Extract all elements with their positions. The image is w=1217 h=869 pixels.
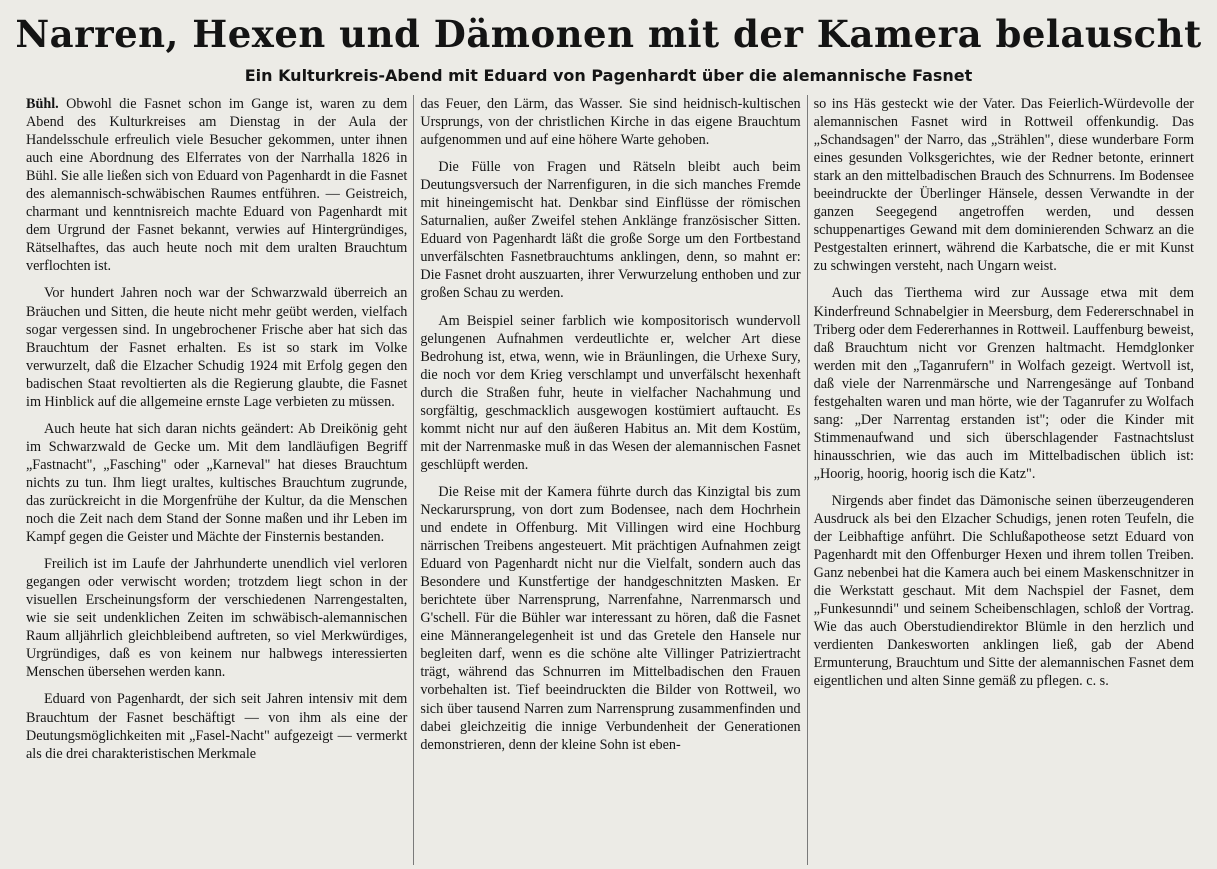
paragraph: Die Fülle von Fragen und Rätseln bleibt auch beim Deutungsversuch der Narrenfiguren, in die sich manches Fremde mit hineingemischt hat. Denkbar sind Einflüsse der römischen Saturnalien, außer Zweifel stehen Anklänge französischer Sitten. Eduard von Pagenhardt läßt die große Sorge um den Fortbestand unverfälschten Fasnetbrauchtums anklingen, denn, so mahnt er: Die Fasnet droht auszuarten, ihrer Verwurzelung enthoben und zur großen Schau zu werden. bbox=[420, 159, 801, 302]
paragraph: Auch heute hat sich daran nichts geändert: Ab Dreikönig geht im Schwarzwald de Gecke um. Mit dem landläufigen Begriff „Fastnacht", „Fasching" oder „Karneval" hat dieses Brauchtum nichts zu tun. Ihm liegt uraltes, kultisches Brauchtum zugrunde, das zurückreicht in die Morgenfrühe der Kultur, da die Menschen noch die Zeit nach dem Stand der Sonne maßen und ihr Leben im Kampf gegen die Geister und Mächte der Finsternis bestanden. bbox=[26, 420, 408, 546]
paragraph: Die Reise mit der Kamera führte durch das Kinzigtal bis zum Neckarursprung, von dort zum Bodensee, nach dem Hochrhein und endete in Offenburg. Mit Villingen wird eine Hochburg närrischen Treibens angesteuert. Mit prächtigen Aufnahmen zeigt Eduard von Pagenhardt nicht nur die Vielfalt, sondern auch das Besondere und Kunstfertige der handgeschnitzten Masken. Er berichtete über Narrensprung, Narrenfahne, Narrenmarsch und G'schell. Für die Bühler war interessant zu hören, daß die Fasnet eine Männerangelegenheit ist und das Gretele den Hansele nur begleiten darf, wenn es die schöne alte Villinger Patriziertracht trägt, während das Schnurren im Mittelbadischen den Frauen vorbehalten ist. Tief beeindruckten die Bilder von Rottweil, wo sich über tausend Narren zum Narrensprung zusammenfinden und dabei gleichzeitig die innige Verbundenheit der Generationen demonstrieren, denn der kleine Sohn ist eben- bbox=[420, 483, 801, 753]
paragraph: Auch das Tierthema wird zur Aussage etwa mit dem Kinderfreund Schnabelgier in Meersburg, dem Federerschnabel in Triberg oder dem Federerhannes in Rottweil. Lauffenburg beweist, daß Brauchtum nicht vor Grenzen haltmacht. Hemdglonker werden mit den „Taganrufern" in Wolfach gezeigt. Wertvoll ist, daß viele der Narrenmärsche und Narrengesänge auf Tonband festgehalten waren und man hörte, wie der Taganrufer zu Wolfach sang: „Der Narrentag erstanden ist"; oder die Kinder mit Stimmenaufwand und sich überschlagender Fastnachtslust hinausschrien, wie das auch im Mittelbadischen üblich ist: „Hoorig, hoorig, hoorig isch die Katz". bbox=[813, 285, 1194, 482]
paragraph bbox=[26, 95, 407, 275]
column-1 bbox=[20, 95, 413, 865]
paragraph: Nirgends aber findet das Dämonische seinen überzeugenderen Ausdruck als bei den Elzacher Schudigs, jenen roten Teufeln, die der Leibhaftige anführt. Die Schlußapotheose setzt Eduard von Pagenhardt mit den Offenburger Hexen und ihrem tollen Treiben. Ganz nebenbei hat die Kamera auch bei einem Maskenschnitzer in die Werkstatt geschaut. Mit dem Nachspiel der Fasnet, dem „Funkesunndi" und seinem Scheibenschlagen, schloß der Vortrag. Wie das auch Oberstudiendirektor Blümle in den herzlich und verdienten Dankesworten anklingen ließ, gab der Abend Ermunterung, Brauchtum und Sitte der alemannischen Fasnet dem eigentlichen und alten Sinne gemäß zu pflegen. c. s. bbox=[813, 492, 1194, 690]
paragraph-text: Obwohl die Fasnet schon im Gange ist, waren zu dem Abend des Kulturkreises am Dienstag in der Aula der Handelsschule erfreulich viele Besucher gekommen, unter ihnen auch eine Abordnung des Elferrates von der Narrhalla 1826 in Bühl. Sie alle ließen sich von Eduard von Pagenhardt in die Fasnet des alemannisch-schwäbischen Raumes entführen. — Geistreich, charmant und kenntnisreich machte Eduard von Pagenhardt mit dem Urgrund der Fasnet bekannt, verwies auf Hintergründiges, Rätselhaftes, das auch heute noch mit dem uralten Brauchtum verflochten ist. bbox=[26, 96, 408, 275]
headline: Narren, Hexen und Dämonen mit der Kamera belauscht bbox=[15, 12, 1202, 56]
paragraph: das Feuer, den Lärm, das Wasser. Sie sind heidnisch-kultischen Ursprungs, von der christlichen Kirche in das eigene Brauchtum aufgenommen und auf eine höhere Warte gehoben. bbox=[420, 96, 801, 149]
article-columns bbox=[20, 95, 1200, 865]
paragraph: Freilich ist im Laufe der Jahrhunderte unendlich viel verloren gegangen oder verwischt worden; trotzdem liegt schon in der visuellen Erscheinungsform der verschiedenen Narrengestalten, wie sie seit undenklichen Zeiten im schwäbisch-alemannischen Raum alljährlich gleichbleibend auftreten, so viel Merkwürdiges, Urgründiges, daß es von keinem nur halbwegs interessierten Menschen übersehen werden kann. bbox=[26, 556, 408, 681]
paragraph: Eduard von Pagenhardt, der sich seit Jahren intensiv mit dem Brauchtum der Fasnet beschäftigt — von ihm als eine der Deutungsmöglichkeiten mit „Fasel-Nacht" aufgezeigt — vermerkt als die drei charakteristischen Merkmale bbox=[26, 691, 408, 762]
column-2 bbox=[413, 95, 806, 865]
paragraph: Vor hundert Jahren noch war der Schwarzwald überreich an Bräuchen und Sitten, die heute nicht mehr geübt werden, vielfach sogar vergessen sind. In ungebrochener Frische aber hat sich das Brauchtum der Fasnet erhalten. Es ist so stark im Volke verwurzelt, daß die Elzacher Schudig 1924 mit Erfolg gegen den badischen Staat revoltierten als die Regierung glaubte, die Fasnet im Hinblick auf die allgemeine ernste Lage verbieten zu müssen. bbox=[26, 285, 408, 410]
dateline: Bühl. bbox=[26, 96, 59, 112]
column-3 bbox=[807, 95, 1200, 865]
paragraph: Am Beispiel seiner farblich wie kompositorisch wundervoll gelungenen Aufnahmen verdeutlichte er, welcher Art diese Bedrohung ist, etwa, wenn, wie in Bräunlingen, die Urhexe Sury, die noch vor dem Krieg verschlampt und unverfälscht hexenhaft durch die Straßen fuhr, heute in vielfacher Nachahmung und sorgfältig, geschmacklich ausgewogen kostümiert auftaucht. Es kommt nicht nur auf den äußeren Habitus an. Mit dem Kostüm, mit der Narrenmaske muß in das Wesen der alemannischen Fasnet geschlüpft werden. bbox=[420, 312, 801, 473]
paragraph: so ins Häs gesteckt wie der Vater. Das Feierlich-Würdevolle der alemannischen Fasnet wird in Rottweil offenkundig. Das „Schandsagen" der Narro, das „Strählen", diese wunderbare Form eines gesunden Volksgerichtes, wie der Redner betonte, erinnert stark an den mittelbadischen Brauch des Schnurrens. Im Bodensee beeindruckte der Überlinger Hänsele, dessen Verwandte in der ganzen Seegegend angetroffen werden, und dessen schuppenartiges Gewand mit dem dominierenden Schwarz an die Pestgestalten erinnert, während die Karbatsche, die er mit Kunst zu schwingen versteht, nach Ungarn weist. bbox=[813, 96, 1194, 275]
subheadline: Ein Kulturkreis-Abend mit Eduard von Pagenhardt über die alemannische Fasnet bbox=[244, 66, 973, 85]
